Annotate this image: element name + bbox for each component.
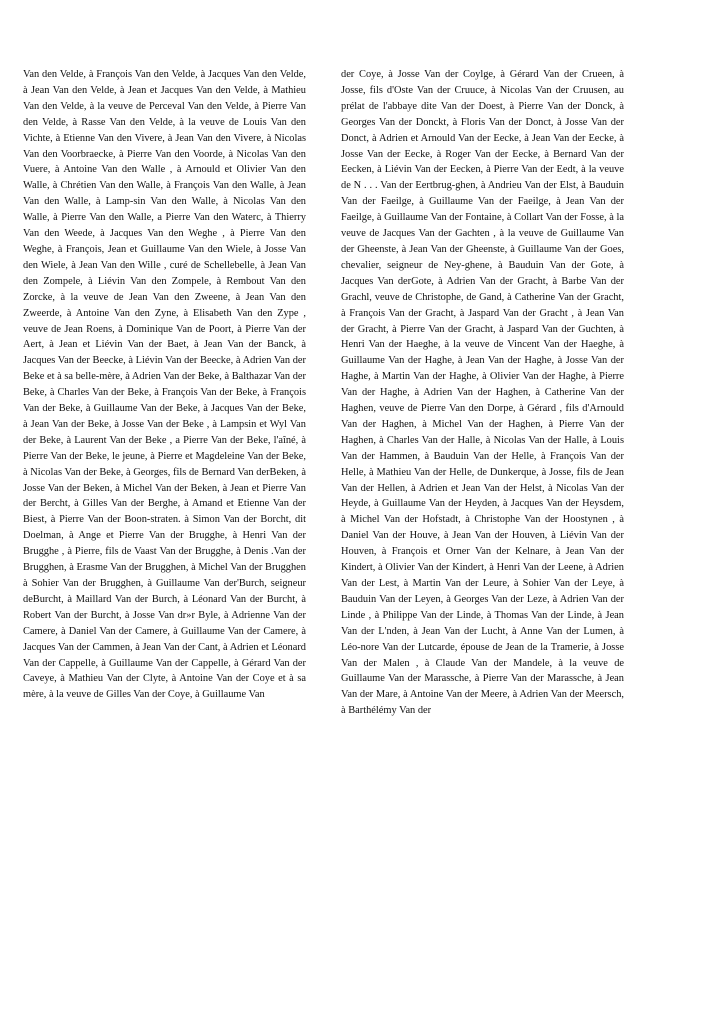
text-column-right: der Coye, à Josse Van der Coylge, à Gérard Van der Crueen, à Josse, fils d'Oste Van der Cruuce, à Nicolas Van der Cruusen, au prélat de l'abbaye dite Van der Doest, à Pierre Van der Donck, à Georges Van der Donckt, à Floris Van der Donct, à Josse Van der Donct, à Adrien et Arnould Van der Eecke, à Jean Van der Eecke, à Josse Van der Eecke, à Roger Van der Eecke, à Bernard Van der Eecken, à Liévin Van der Eecken, à Pierre Van der Eedt, à la veuve de N . . . Van der Eertbrug-ghen, à Andrieu Van der Elst, à Bauduin Van der Faeilge, à Guillaume Van der Faeilge, à Jean Van der Faeilge, à Guillaume Van der Fontaine, à Collart Van der Fosse, à la veuve de Jacques Van der Gachten , à la veuve de Guillaume Van der Gheenste, à Jean Van der Gheenste, à Guillaume Van der Goes, chevalier, seigneur de Ney-ghene, à Bauduin Van der Gote, à Jacques Van derGote, à Adrien Van der Gracht, à Barbe Van der Grachl, veuve de Christophe, de Gand, à Catherine Van der Gracht, à François Van der Gracht, à Jaspard Van der Gracht , à Jean Van der Gracht, à Pierre Van der Gracht, à Jaspard Van der Guchten, à Henri Van der Haeghe, à la veuve de Vincent Van der Haeghe, à Guillaume Van der Haghe, à Jean Van der Haghe, à Josse Van der Haghe, à Martin Van der Haghe, à Olivier Van der Haghe, à Pierre Van der Haghe, à Adrien Van der Haghen, à Catherine Van der Haghen, veuve de Pierre Van den Dorpe, à Gérard , fils d'Arnould Van der Haghen, à Michel Van der Haghen, à Pierre Van der Haghen, à Charles Van der Halle, à Nicolas Van der Halle, à Louis Van der Hammen, à Bauduin Van der Helle, à François Van der Helle, à Mathieu Van der Helle, de Dunkerque, à Josse, fils de Jean Van der Hellen, à Adrien et Jean Van der Helst, à Nicolas Van der Heyde, à Guillaume Van der Heyden, à Jacques Van der Heysdem, à Michel Van der Hofstadt, à Christophe Van der Hoostynen , à Daniel Van der Houve, à Jean Van der Houven, à Liévin Van der Houven, à François et Orner Van der Kelnare, à Jean Van der Kindert, à Olivier Van der Kindert, à Henri Van der Leene, à Adrien Van der Lest, à Martin Van der Leure, à Sohier Van der Leye, à Bauduin Van der Leyen, à Georges Van der Leze, à Adrien Van der Linde , à Philippe Van der Linde, à Thomas Van der Linde, à Jean Van der L'nden, à Jean Van der Lucht, à Anne Van der Lumen, à Léo-nore Van der Lutcarde, épouse de Jean de la Tramerie, à Josse Van der Malen , à Claude Van der Mandele, à la veuve de Guillaume Van der Marassche, à Pierre Van der Marassche, à Jean Van der Mare, à Antoine Van der Meere, à Adrien Van der Meersch, à Barthélémy Van der (341, 69, 624, 717)
text-column-left: Van den Velde, à François Van den Velde, à Jacques Van den Velde, à Jean Van den Velde, à Jean et Jacques Van den Velde, à Mathieu Van den Velde, à la veuve de Perceval Van den Velde, à Pierre Van den Velde, à Rasse Van den Velde, à la veuve de Louis Van den Vichte, à Etienne Van den Vivere, à Jean Van den Vivere, à Nicolas Van den Voorbraecke, à Pierre Van den Voorde, à Nicolas Van den Vuere, à Antoine Van den Walle , à Arnould et Olivier Van den Walle, à Chrétien Van den Walle, à François Van den Walle, à Jean Van den Walle, à Lamp-sin Van den Walle, à Nicolas Van den Walle, à Pierre Van den Walle, a Pierre Van den Waterc, à Thierry Van den Weede, à Jacques Van den Weghe , à Pierre Van den Weghe, à François, Jean et Guillaume Van den Wiele, à Josse Van den Wiele, à Jean Van den Wille , curé de Schellebelle, à Jean Van den Zompele, à Liévin Van den Zompele, à Rembout Van den Zorcke, à la veuve de Jean Van den Zweene, à Jean Van den Zweerde, à Antoine Van den Zyne, à Elisabeth Van den Zype , veuve de Jean Roens, à Dominique Van de Poort, à Pierre Van der Aert, à Jean et Liévin Van der Baet, à Jean Van der Banck, à Jacques Van der Beecke, à Liévin Van der Beecke, à Adrien Van der Beke et à sa belle-mère, à Adrien Van der Beke, à Balthazar Van der Beke, à Charles Van der Beke, à François Van der Beke, à François Van der Beke, à Guillaume Van der Beke, à Jacques Van der Beke, à Jean Van der Beke, à Josse Van der Beke , à Lampsin et Wyl Van der Beke, à Laurent Van der Beke , a Pierre Van der Beke, l'aîné, à Pierre Van der Beke, le jeune, à Pierre et Magdeleine Van der Beke, à Nicolas Van der Beke, à Georges, fils de Bernard Van derBeken, à Josse Van der Beken, à Michel Van der Beken, à Jean et Pierre Van der Bercht, à Gilles Van der Berghe, à Amand et Etienne Van der Biest, à Pierre Van der Boon-straten. à Simon Van der Borcht, dit Doelman, à Ange et Pierre Van der Brugghe, à Henri Van der Brugghe , à Pierre, fils de Vaast Van der Brugghe, à Denis .Van der Brugghen, à Erasme Van der Brugghen, à Michel Van der Brugghen à Sohier Van der Brugghen, à Guillaume Van der'Burch, seigneur deBurcht, à Maillard Van der Burch, à Léonard Van der Burcht, à Robert Van der Burcht, à Josse Van dr»r Byle, à Adrienne Van der Camere, à Daniel Van der Camere, à Guillaume Van der Camere, à Jacques Van der Cammen, à Jean Van der Cant, à Adrien et Léonard Van der Cappelle, à Guillaume Van der Cappelle, à Gérard Van der Caveye, à Mathieu Van der Clyte, à Antoine Van der Coye et à sa mère, à la veuve de Gilles Van der Coye, à Guillaume Van (23, 69, 306, 701)
